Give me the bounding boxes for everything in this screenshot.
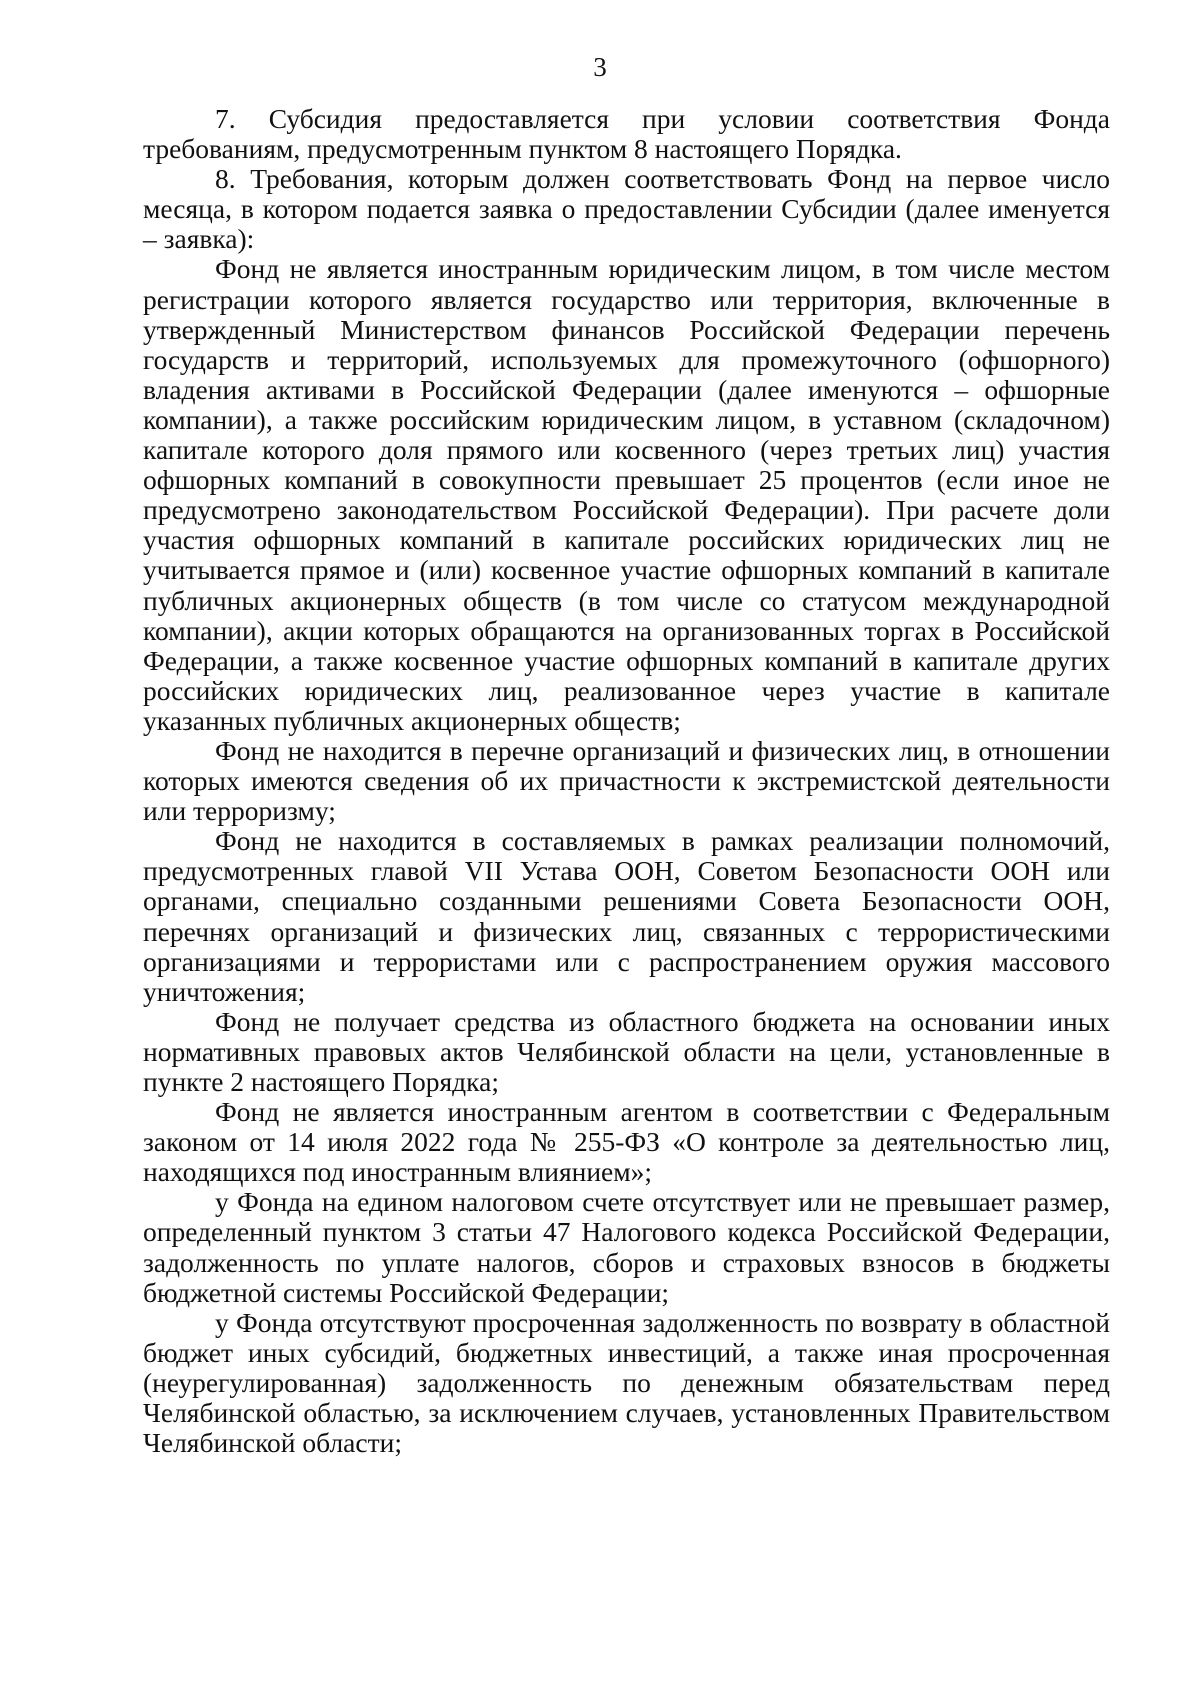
requirement-not-extremist-list: Фонд не находится в перечне организаций и физических лиц, в отношении которых имеются сведения об их причастности к экстремистской деятельности или терроризму; xyxy=(143,734,1110,827)
requirement-not-foreign-agent: Фонд не является иностранным агентом в соответствии с Федеральным законом от 14 июля 2022 года № 255-ФЗ «О контроле за деятельностью лиц, находящихся под иностранным влиянием»; xyxy=(143,1096,1110,1188)
requirement-no-overdue-debt: у Фонда отсутствуют просроченная задолженность по возврату в областной бюджет иных субсидий, бюджетных инвестиций, а также иная просроченная (неурегулированная) задолженность по денежным обязательствам перед Челябинской областью, за исключением случаев, установленных Правительством Челябинской области; xyxy=(143,1306,1110,1459)
document-body xyxy=(143,104,1110,1458)
paragraph-item-8: 8. Требования, которым должен соответствовать Фонд на первое число месяца, в котором подается заявка о предоставлении Субсидии (далее именуется – заявка): xyxy=(143,163,1110,255)
requirement-not-un-sanctions-list: Фонд не находится в составляемых в рамках реализации полномочий, предусмотренных главой VII Устава ООН, Советом Безопасности ООН или органами, специально созданными решениями Совета Безопасности ООН, перечнях организаций и физических лиц, связанных с террористическими организациями и террористами или с распространением оружия массового уничтожения; xyxy=(143,825,1110,1007)
requirement-no-other-budget-funds: Фонд не получает средства из областного бюджета на основании иных нормативных правовых актов Челябинской области на цели, установленные в пункте 2 настоящего Порядка; xyxy=(143,1005,1110,1097)
page-number: 3 xyxy=(593,52,607,82)
requirement-not-foreign-entity: Фонд не является иностранным юридическим лицом, в том числе местом регистрации которого является государство или территория, включенные в утвержденный Министерством финансов Российской Федерации перечень государств и территорий, используемых для промежуточного (офшорного) владения активами в Российской Федерации (далее именуются – офшорные компании), а также российским юридическим лицом, в уставном (складочном) капитале которого доля прямого или косвенного (через третьих лиц) участия офшорных компаний в совокупности превышает 25 процентов (если иное не предусмотрено законодательством Российской Федерации). При расчете доли участия офшорных компаний в капитале российских юридических лиц не учитывается прямое и (или) косвенное участие офшорных компаний в капитале публичных акционерных обществ (в том числе со статусом международной компании), акции которых обращаются на организованных торгах в Российской Федерации, а также косвенное участие офшорных компаний в капитале других российских юридических лиц, реализованное через участие в капитале указанных публичных акционерных обществ; xyxy=(143,253,1110,736)
requirement-no-tax-debt: у Фонда на едином налоговом счете отсутствует или не превышает размер, определенный пунктом 3 статьи 47 Налогового кодекса Российской Федерации, задолженность по уплате налогов, сборов и страховых взносов в бюджеты бюджетной системы Российской Федерации; xyxy=(143,1186,1110,1308)
paragraph-item-7: 7. Субсидия предоставляется при условии соответствия Фонда требованиям, предусмотренным пунктом 8 настоящего Порядка. xyxy=(143,103,1110,165)
